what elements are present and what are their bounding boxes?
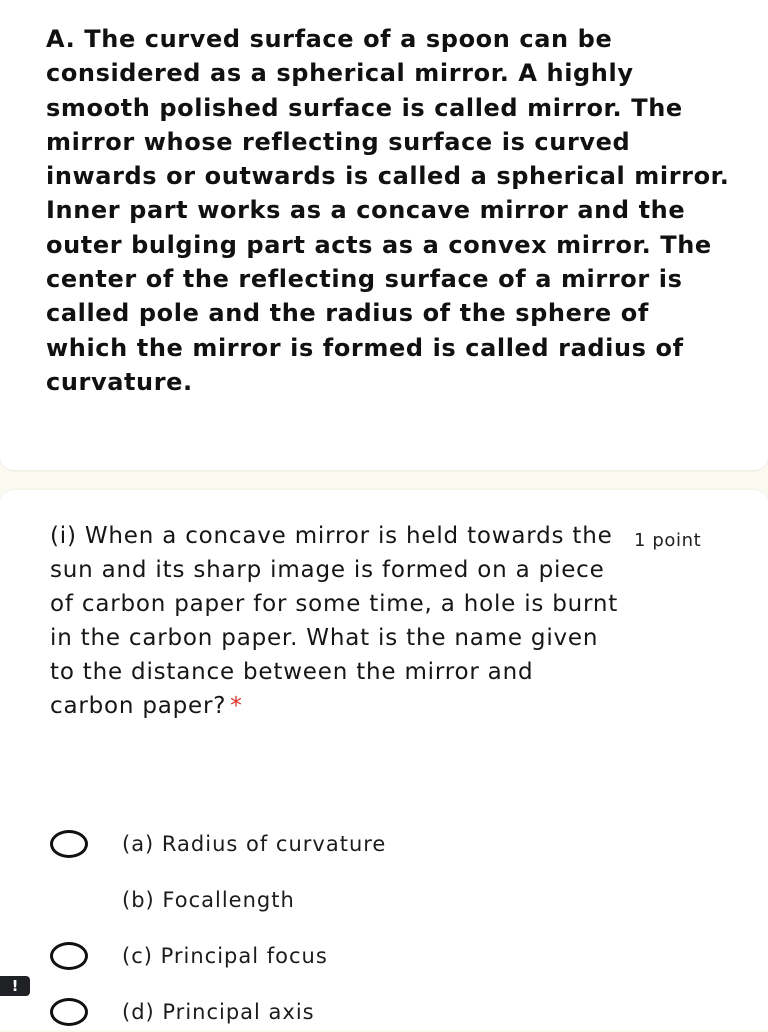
radio-unselected-icon[interactable] (50, 998, 88, 1026)
option-d[interactable] (50, 992, 550, 1032)
option-c[interactable] (50, 936, 550, 976)
radio-unselected-icon[interactable] (50, 830, 88, 858)
radio-unselected-icon[interactable] (50, 942, 88, 970)
question-points: 1 point (634, 530, 702, 551)
passage-text: A. The curved surface of a spoon can be considered as a spherical mirror. A highly smooth polished surface is called mirror. The mirror whose reflecting surface is curved inwards or outwards is called a spherical mirror. Inner part works as a concave mirror and the outer bulging part acts as a convex mirror. The center of the reflecting surface of a mirror is called pole and the radius of the sphere of which the mirror is formed is called radius of curvature. (46, 25, 730, 396)
radio-selected-icon[interactable] (50, 886, 88, 914)
option-c-label: (c) Principal focus (122, 944, 328, 968)
option-a[interactable] (50, 824, 550, 864)
option-a-label: (a) Radius of curvature (122, 832, 387, 856)
question-text (50, 520, 622, 723)
exclamation-icon[interactable]: ! (0, 976, 30, 996)
question-label: (i) When a concave mirror is held towards the sun and its sharp image is formed on a piece of carbon paper for some time, a hole is burnt in the carbon paper. What is the name given to the distance between the mirror and carbon paper? (50, 523, 619, 719)
option-b[interactable] (50, 880, 550, 920)
option-d-label: (d) Principal axis (122, 1000, 315, 1024)
option-b-label: (b) Focallength (122, 888, 295, 912)
required-star: * (230, 692, 243, 719)
